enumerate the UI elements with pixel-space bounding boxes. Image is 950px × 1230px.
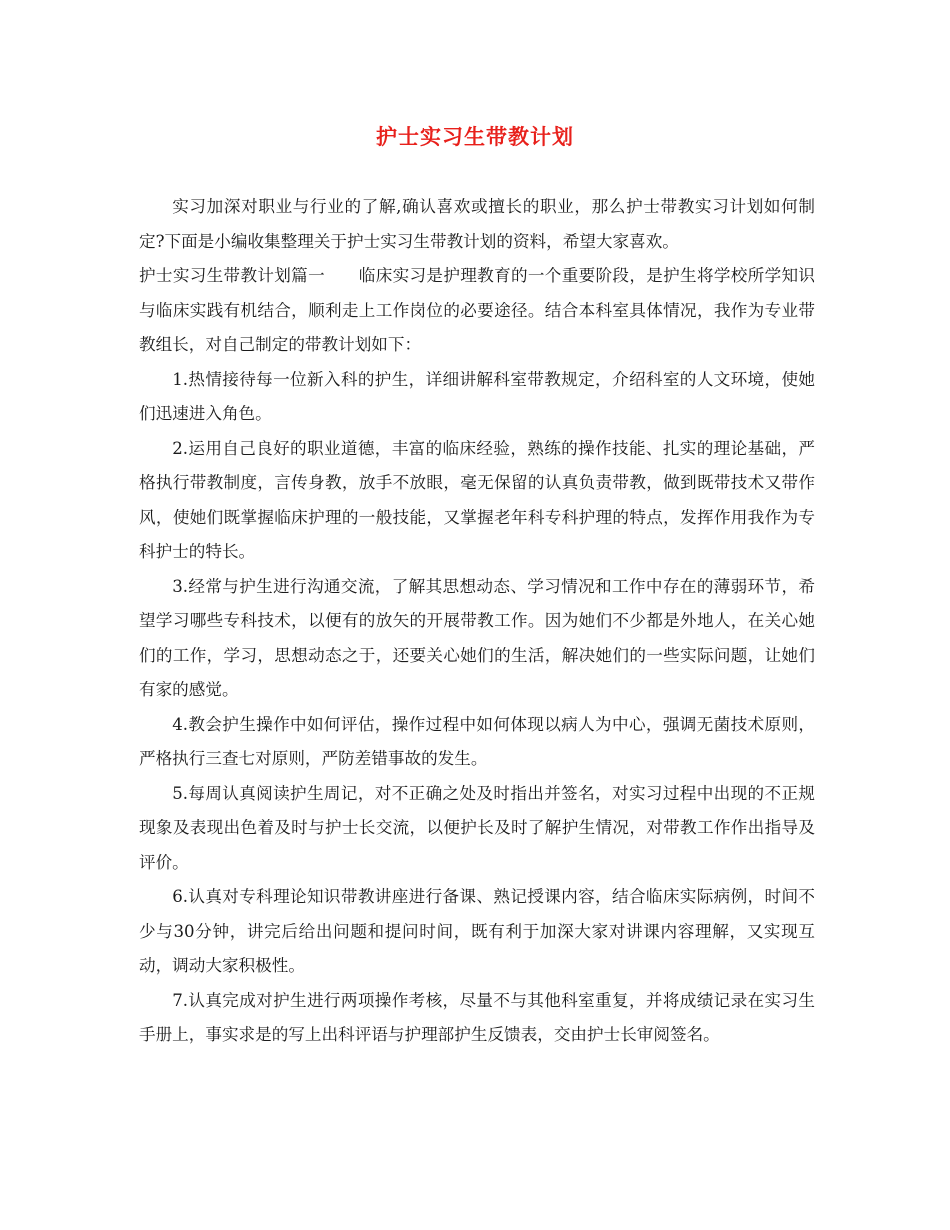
paragraph-intro: 实习加深对职业与行业的了解,确认喜欢或擅长的职业，那么护士带教实习计划如何制定?下面是小编收集整理关于护士实习生带教计划的资料，希望大家喜欢。 [139, 197, 815, 251]
paragraph-item-4: 4.教会护生操作中如何评估，操作过程中如何体现以病人为中心，强调无菌技术原则，严格执行三查七对原则，严防差错事故的发生。 [139, 714, 815, 768]
paragraph-item-2: 2.运用自己良好的职业道德，丰富的临床经验，熟练的操作技能、扎实的理论基础，严格执行带教制度，言传身教，放手不放眼，毫无保留的认真负责带教，做到既带技术又带作风，使她们既掌握临床护理的一般技能，又掌握老年科专科护理的特点，发挥作用我作为专科护士的特长。 [139, 438, 815, 561]
paragraph-part-one: 护士实习生带教计划篇一 临床实习是护理教育的一个重要阶段，是护生将学校所学知识与临床实践有机结合，顺利走上工作岗位的必要途径。结合本科室具体情况，我作为专业带教组长，对自己制定的带教计划如下： [139, 266, 815, 354]
paragraph-item-7: 7.认真完成对护生进行两项操作考核，尽量不与其他科室重复，并将成绩记录在实习生手册上，事实求是的写上出科评语与护理部护生反馈表，交由护士长审阅签名。 [139, 990, 815, 1044]
paragraph-item-1: 1.热情接待每一位新入科的护生，详细讲解科室带教规定，介绍科室的人文环境，使她们迅速进入角色。 [139, 369, 815, 423]
document-body [139, 190, 815, 1053]
paragraph-item-6: 6.认真对专科理论知识带教讲座进行备课、熟记授课内容，结合临床实际病例，时间不少与30分钟，讲完后给出问题和提问时间，既有利于加深大家对讲课内容理解，又实现互动，调动大家积极性。 [139, 887, 815, 975]
document-title: 护士实习生带教计划 [376, 125, 574, 149]
paragraph-item-5: 5.每周认真阅读护生周记，对不正确之处及时指出并签名，对实习过程中出现的不正规现象及表现出色着及时与护士长交流，以便护长及时了解护生情况，对带教工作作出指导及评价。 [139, 783, 815, 872]
paragraph-item-3: 3.经常与护生进行沟通交流，了解其思想动态、学习情况和工作中存在的薄弱环节，希望学习哪些专科技术，以便有的放矢的开展带教工作。因为她们不少都是外地人，在关心她们的工作，学习，思想动态之于，还要关心她们的生活，解决她们的一些实际问题，让她们有家的感觉。 [139, 576, 815, 699]
